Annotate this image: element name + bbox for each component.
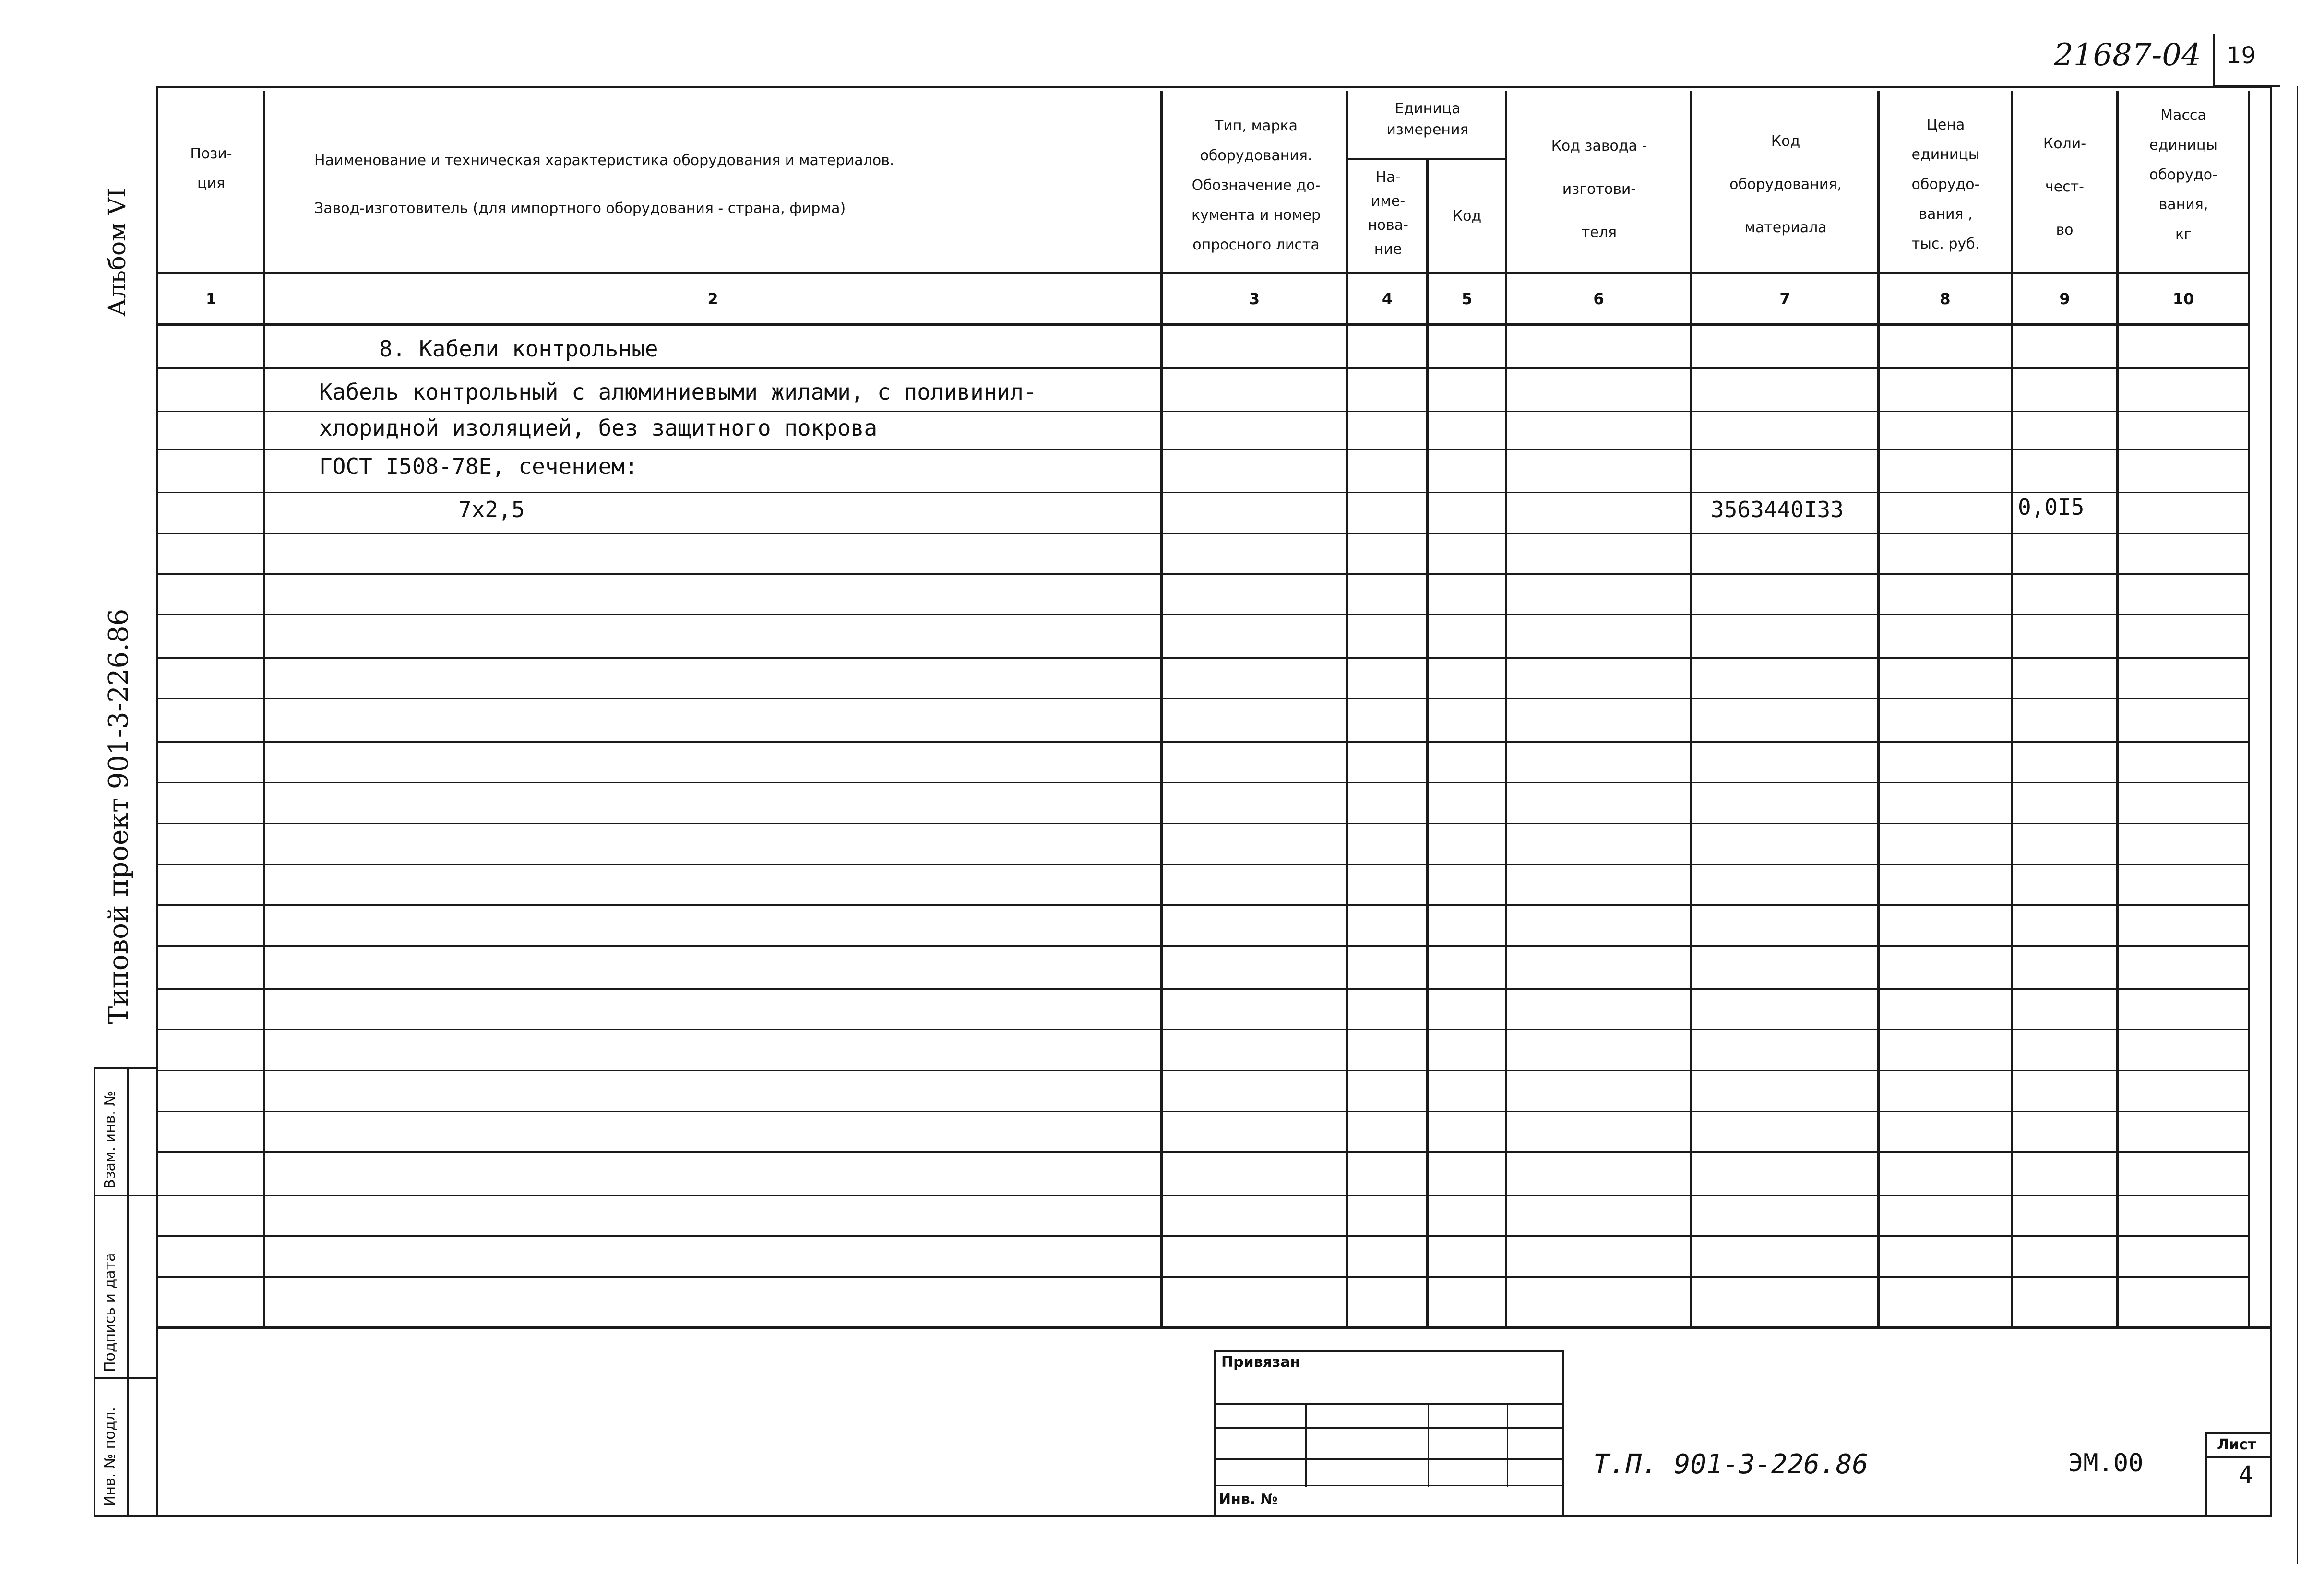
frame-right [2270, 86, 2272, 1516]
table-row-line [156, 1235, 2250, 1237]
table-row-line [156, 1029, 2250, 1030]
header-factory-code: Код завода - изготови- теля [1551, 138, 1647, 241]
table-row-line [156, 782, 2250, 783]
header-type: Тип, марка оборудования. Обозначение до- кумента и номер опросного листа [1191, 118, 1321, 253]
colnum-5: 5 [1461, 290, 1473, 308]
stamp-inv-podl: Инв. № подл. [102, 1407, 119, 1506]
titleblock-row1 [1214, 1403, 1564, 1405]
colnum-3: 3 [1249, 290, 1260, 308]
header-unit: Единица измерения [1386, 100, 1469, 138]
col-line-2 [1160, 91, 1163, 1329]
table-row-line [156, 657, 2250, 659]
sheet-code: ЭМ.00 [2068, 1449, 2144, 1478]
sheet-label: Лист [2217, 1436, 2256, 1453]
table-row-line [156, 945, 2250, 947]
col-line-1 [263, 91, 265, 1329]
frame-bottom [94, 1515, 2272, 1517]
item-name: 7х2,5 [458, 497, 525, 522]
table-row-line [156, 698, 2250, 699]
col-line-6 [1690, 91, 1692, 1329]
sheet-box-top [2205, 1432, 2272, 1434]
description-line-1: Кабель контрольный с алюминиевыми жилами, с поливинил- [319, 379, 1037, 405]
inv-no-label: Инв. № [1219, 1491, 1278, 1508]
page-number: 19 [2227, 42, 2256, 69]
table-row-line [156, 411, 2250, 412]
table-row-line [156, 614, 2250, 615]
colnum-1: 1 [205, 290, 217, 308]
item-quantity: 0,0I5 [2018, 494, 2085, 520]
table-row-line [156, 533, 2250, 534]
colnum-6: 6 [1593, 290, 1604, 308]
stamp-sign-date: Подпись и дата [102, 1253, 119, 1372]
header-quantity: Коли- чест- во [2043, 135, 2086, 238]
col-line-5 [1505, 91, 1507, 1329]
table-row-line [156, 1070, 2250, 1071]
titleblock-col1 [1305, 1403, 1307, 1487]
table-row-line [156, 449, 2250, 450]
table-row-line [156, 1326, 2272, 1329]
sheet-number: 4 [2239, 1461, 2253, 1489]
colnum-7: 7 [1779, 290, 1790, 308]
stamp-inv-zam: Взам. инв. № [102, 1091, 119, 1189]
col-line-7 [1877, 91, 1880, 1329]
titleblock-row2 [1214, 1427, 1564, 1429]
page-number-box-left [2213, 34, 2215, 86]
frame-top [156, 86, 2272, 88]
description-line-3: ГОСТ I508-78Е, сечением: [319, 453, 638, 479]
table-row-line [156, 1195, 2250, 1196]
header-name: Наименование и техническая характеристика оборудования и материалов. Завод-изготовитель (для импортного оборудования - страна, фирма) [314, 152, 894, 217]
table-row-line [156, 367, 2250, 369]
stamp-top [94, 1067, 158, 1069]
header-unit-name: На- име- нова- ние [1368, 169, 1408, 258]
table-row-line [156, 741, 2250, 743]
colnum-2: 2 [707, 290, 718, 308]
colnum-10: 10 [2172, 290, 2194, 308]
table-row-line [156, 988, 2250, 990]
colnum-8: 8 [1940, 290, 1951, 308]
header-position: Пози- ция [190, 145, 232, 192]
table-row-line [156, 904, 2250, 906]
titleblock-right [1562, 1350, 1564, 1516]
privyazan-label: Привязан [1221, 1354, 1300, 1371]
colnum-9: 9 [2059, 290, 2070, 308]
table-row-line [156, 1276, 2250, 1278]
stamp-left-line [94, 1067, 95, 1516]
col-line-3 [1346, 91, 1348, 1329]
document-number: 21687-04 [2054, 37, 2201, 73]
col-line-10 [2248, 91, 2250, 1329]
header-unit-sub-line [1346, 158, 1507, 160]
colnum-bottom-line [156, 323, 2250, 326]
stamp-div1 [94, 1195, 158, 1196]
col-line-8 [2011, 91, 2013, 1329]
album-label: Альбом VI [103, 188, 131, 317]
header-bottom-line [156, 272, 2250, 274]
section-title: 8. Кабели контрольные [379, 336, 658, 362]
document-code: Т.П. 901-3-226.86 [1593, 1449, 1869, 1480]
description-line-2: хлоридной изоляцией, без защитного покрова [319, 415, 878, 441]
col-line-4 [1426, 158, 1429, 1329]
stamp-div2 [94, 1377, 158, 1379]
table-row-line [156, 492, 2250, 493]
table-row-line [156, 823, 2250, 824]
header-unit-code: Код [1452, 208, 1482, 225]
table-row-line [156, 864, 2250, 865]
titleblock-top [1214, 1350, 1564, 1352]
sheet-box-left [2205, 1432, 2207, 1516]
header-mass: Масса единицы оборудо- вания, кг [2149, 107, 2217, 243]
titleblock-col2 [1428, 1403, 1429, 1487]
stamp-inner-line [127, 1067, 129, 1516]
table-row-line [156, 1111, 2250, 1112]
titleblock-row3 [1214, 1458, 1564, 1460]
sheet-box-mid [2205, 1456, 2272, 1458]
page-edge-right [2297, 86, 2298, 1564]
item-code: 3563440I33 [1711, 497, 1844, 522]
col-line-9 [2116, 91, 2119, 1329]
header-equipment-code: Код оборудования, материала [1729, 133, 1842, 236]
project-label: Типовой проект 901-3-226.86 [103, 608, 134, 1024]
header-price: Цена единицы оборудо- вания , тыс. руб. [1911, 117, 1980, 252]
titleblock-row4 [1214, 1485, 1564, 1486]
table-row-line [156, 573, 2250, 575]
table-row-line [156, 1151, 2250, 1153]
colnum-4: 4 [1382, 290, 1393, 308]
titleblock-left [1214, 1350, 1216, 1516]
titleblock-col3 [1507, 1403, 1508, 1487]
